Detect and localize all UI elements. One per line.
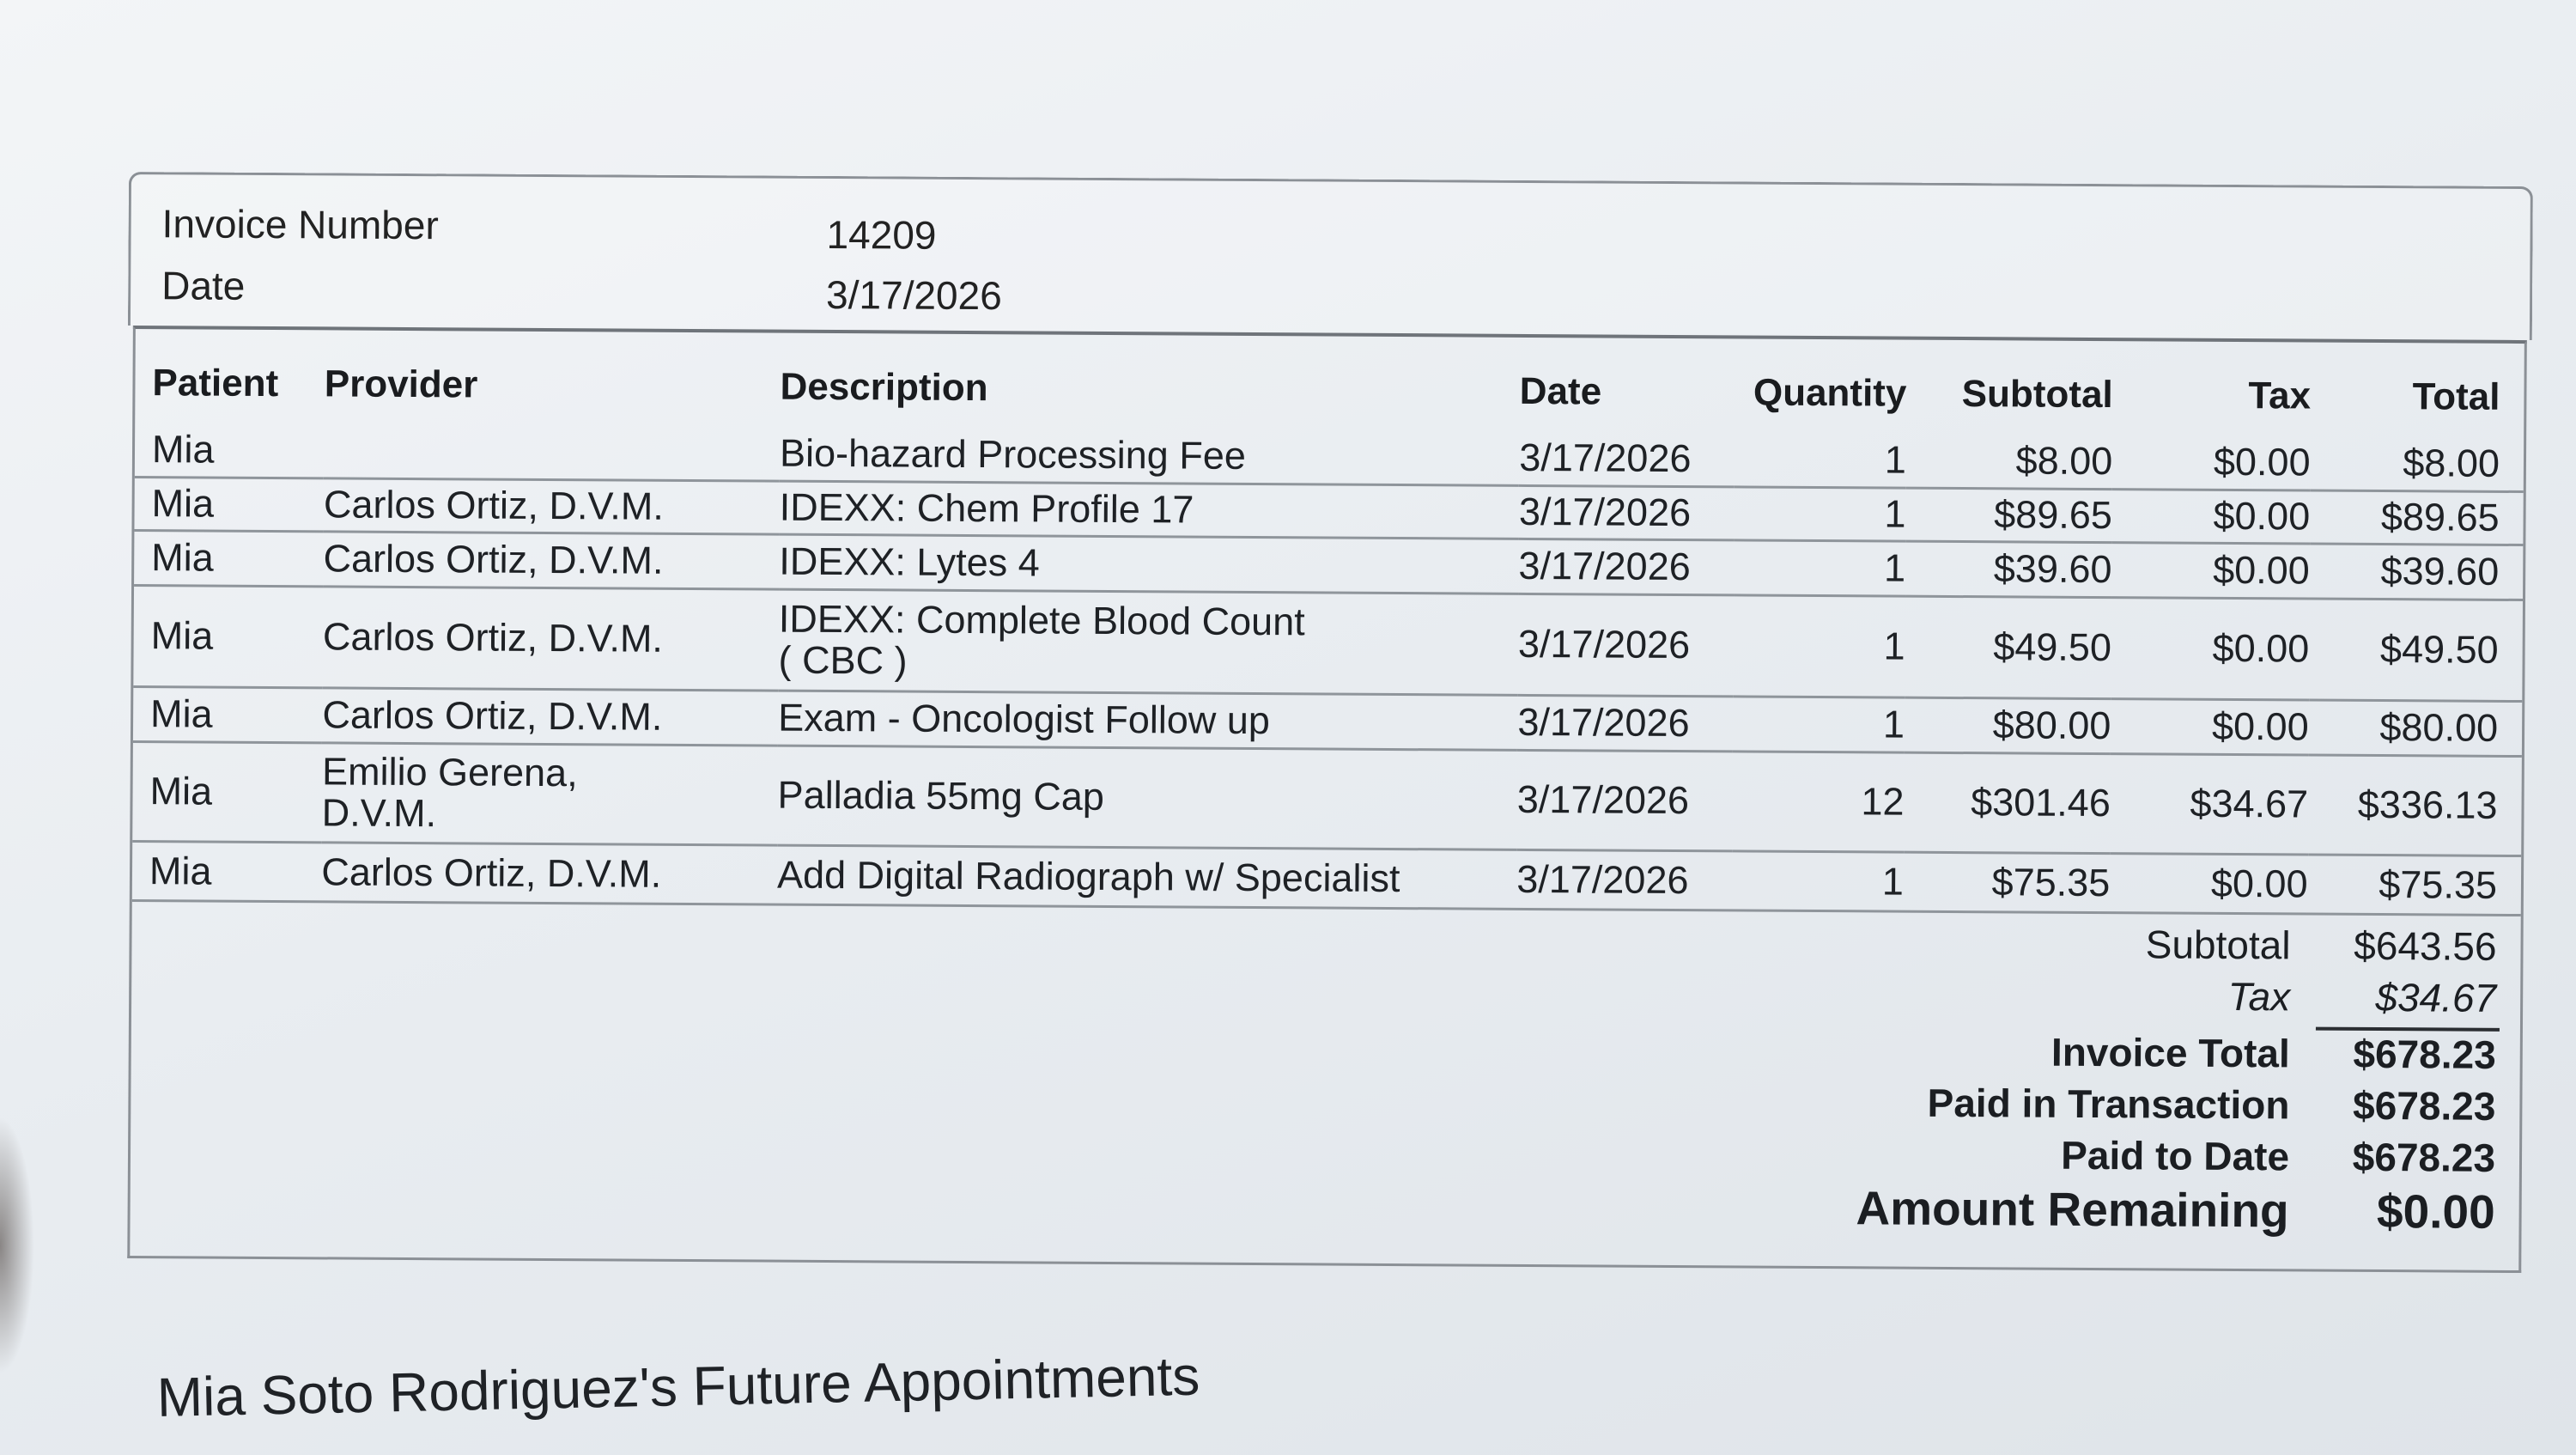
- cell-subtotal: $75.35: [1991, 860, 2111, 905]
- cell-description: IDEXX: Lytes 4: [779, 539, 1040, 585]
- header-provider: Provider: [324, 362, 478, 406]
- cell-total: $80.00: [2379, 705, 2499, 751]
- totals-section: [130, 899, 2520, 1270]
- invoice-date-label: Date: [161, 263, 246, 308]
- cell-tax: $0.00: [2211, 703, 2309, 749]
- invoice-total-value: $678.23: [2353, 1031, 2496, 1077]
- header-tax: Tax: [2248, 374, 2312, 417]
- header-total: Total: [2412, 375, 2500, 418]
- amount-remaining-label: Amount Remaining: [1856, 1181, 2289, 1238]
- cell-total: $89.65: [2380, 495, 2500, 540]
- line-items-table-container: [127, 326, 2527, 1273]
- table-row: [133, 585, 2523, 701]
- finger-shadow: [0, 1117, 34, 1374]
- cell-provider: Carlos Ortiz, D.V.M.: [321, 849, 662, 896]
- cell-total: $49.50: [2379, 627, 2499, 673]
- table-header-row: [135, 329, 2524, 438]
- cell-quantity: 1: [1884, 491, 1906, 536]
- tax-value: $34.67: [2375, 975, 2497, 1020]
- cell-subtotal: $49.50: [1993, 624, 2112, 670]
- amount-remaining-value: $0.00: [2376, 1184, 2495, 1239]
- paid-to-date-value: $678.23: [2352, 1134, 2496, 1180]
- invoice-total-label: Invoice Total: [2050, 1029, 2290, 1076]
- cell-description: IDEXX: Complete Blood Count ( CBC ): [778, 596, 1305, 683]
- paid-transaction-label: Paid in Transaction: [1927, 1080, 2290, 1128]
- paid-to-date-row: [1516, 1129, 2495, 1181]
- cell-tax: $0.00: [2210, 861, 2308, 906]
- subtotal-label: Subtotal: [2145, 922, 2291, 968]
- future-appointments-heading: Mia Soto Rodriguez's Future Appointments: [156, 1344, 1200, 1428]
- header-description: Description: [780, 365, 988, 410]
- cell-provider: Carlos Ortiz, D.V.M.: [323, 482, 665, 528]
- cell-provider: Carlos Ortiz, D.V.M.: [322, 692, 663, 739]
- cell-date: 3/17/2026: [1518, 490, 1692, 535]
- header-subtotal: Subtotal: [1961, 373, 2113, 417]
- invoice-header: [128, 172, 2533, 340]
- cell-total: $75.35: [2379, 861, 2498, 907]
- cell-patient: Mia: [150, 613, 214, 658]
- cell-subtotal: $89.65: [1994, 492, 2113, 538]
- cell-date: 3/17/2026: [1516, 856, 1689, 903]
- cell-date: 3/17/2026: [1516, 777, 1690, 823]
- cell-quantity: 1: [1883, 624, 1905, 668]
- cell-provider: Carlos Ortiz, D.V.M.: [323, 536, 664, 582]
- cell-date: 3/17/2026: [1517, 700, 1690, 746]
- invoice-document: [122, 172, 2533, 1273]
- header-patient: Patient: [152, 362, 279, 405]
- cell-total: $39.60: [2380, 549, 2500, 594]
- cell-subtotal: $8.00: [2015, 438, 2113, 484]
- paid-to-date-label: Paid to Date: [2061, 1132, 2290, 1179]
- cell-tax: $34.67: [2190, 781, 2309, 826]
- subtotal-row: [1517, 917, 2496, 970]
- cell-tax: $0.00: [2212, 625, 2310, 671]
- amount-remaining-row: [1516, 1178, 2494, 1239]
- cell-date: 3/17/2026: [1519, 435, 1692, 481]
- cell-provider: [324, 424, 780, 480]
- header-quantity: Quantity: [1753, 371, 1907, 415]
- cell-provider: Emilio Gerena, D.V.M.: [321, 749, 578, 836]
- cell-description: Palladia 55mg Cap: [777, 772, 1105, 819]
- cell-provider: Carlos Ortiz, D.V.M.: [322, 614, 664, 661]
- cell-date: 3/17/2026: [1517, 622, 1691, 667]
- cell-tax: $0.00: [2213, 493, 2311, 539]
- table-row: [132, 741, 2522, 855]
- invoice-total-row: [1517, 1026, 2496, 1078]
- paid-transaction-row: [1516, 1077, 2495, 1129]
- line-items-table: [132, 329, 2524, 914]
- cell-patient: Mia: [149, 691, 213, 736]
- cell-tax: $0.00: [2213, 547, 2310, 593]
- cell-description: Exam - Oncologist Follow up: [778, 695, 1271, 743]
- invoice-date: 3/17/2026: [825, 271, 1002, 319]
- cell-quantity: 1: [1883, 545, 1906, 590]
- cell-total: $8.00: [2403, 441, 2500, 486]
- cell-patient: Mia: [151, 481, 215, 526]
- cell-patient: Mia: [149, 849, 212, 893]
- subtotal-value: $643.56: [2354, 922, 2497, 969]
- cell-description: Bio-hazard Processing Fee: [779, 431, 1247, 478]
- cell-description: IDEXX: Chem Profile 17: [779, 484, 1194, 532]
- cell-patient: Mia: [151, 427, 215, 472]
- cell-quantity: 1: [1881, 859, 1905, 904]
- cell-patient: Mia: [149, 769, 213, 813]
- invoice-number: 14209: [826, 211, 937, 258]
- cell-quantity: 1: [1884, 437, 1907, 483]
- cell-date: 3/17/2026: [1518, 544, 1691, 589]
- cell-patient: Mia: [151, 535, 214, 580]
- invoice-number-label: Invoice Number: [161, 201, 439, 248]
- paid-transaction-value: $678.23: [2352, 1082, 2496, 1129]
- cell-subtotal: $39.60: [1993, 546, 2112, 592]
- cell-quantity: 1: [1882, 702, 1905, 746]
- cell-subtotal: $80.00: [1992, 703, 2111, 748]
- cell-description: Add Digital Radiograph w/ Specialist: [776, 852, 1400, 900]
- header-date: Date: [1519, 369, 1602, 413]
- cell-tax: $0.00: [2213, 440, 2311, 484]
- tax-label: Tax: [2227, 973, 2291, 1020]
- cell-quantity: 12: [1861, 779, 1905, 824]
- cell-total: $336.13: [2357, 782, 2498, 828]
- cell-subtotal: $301.46: [1971, 780, 2111, 825]
- tax-row: [1517, 969, 2496, 1021]
